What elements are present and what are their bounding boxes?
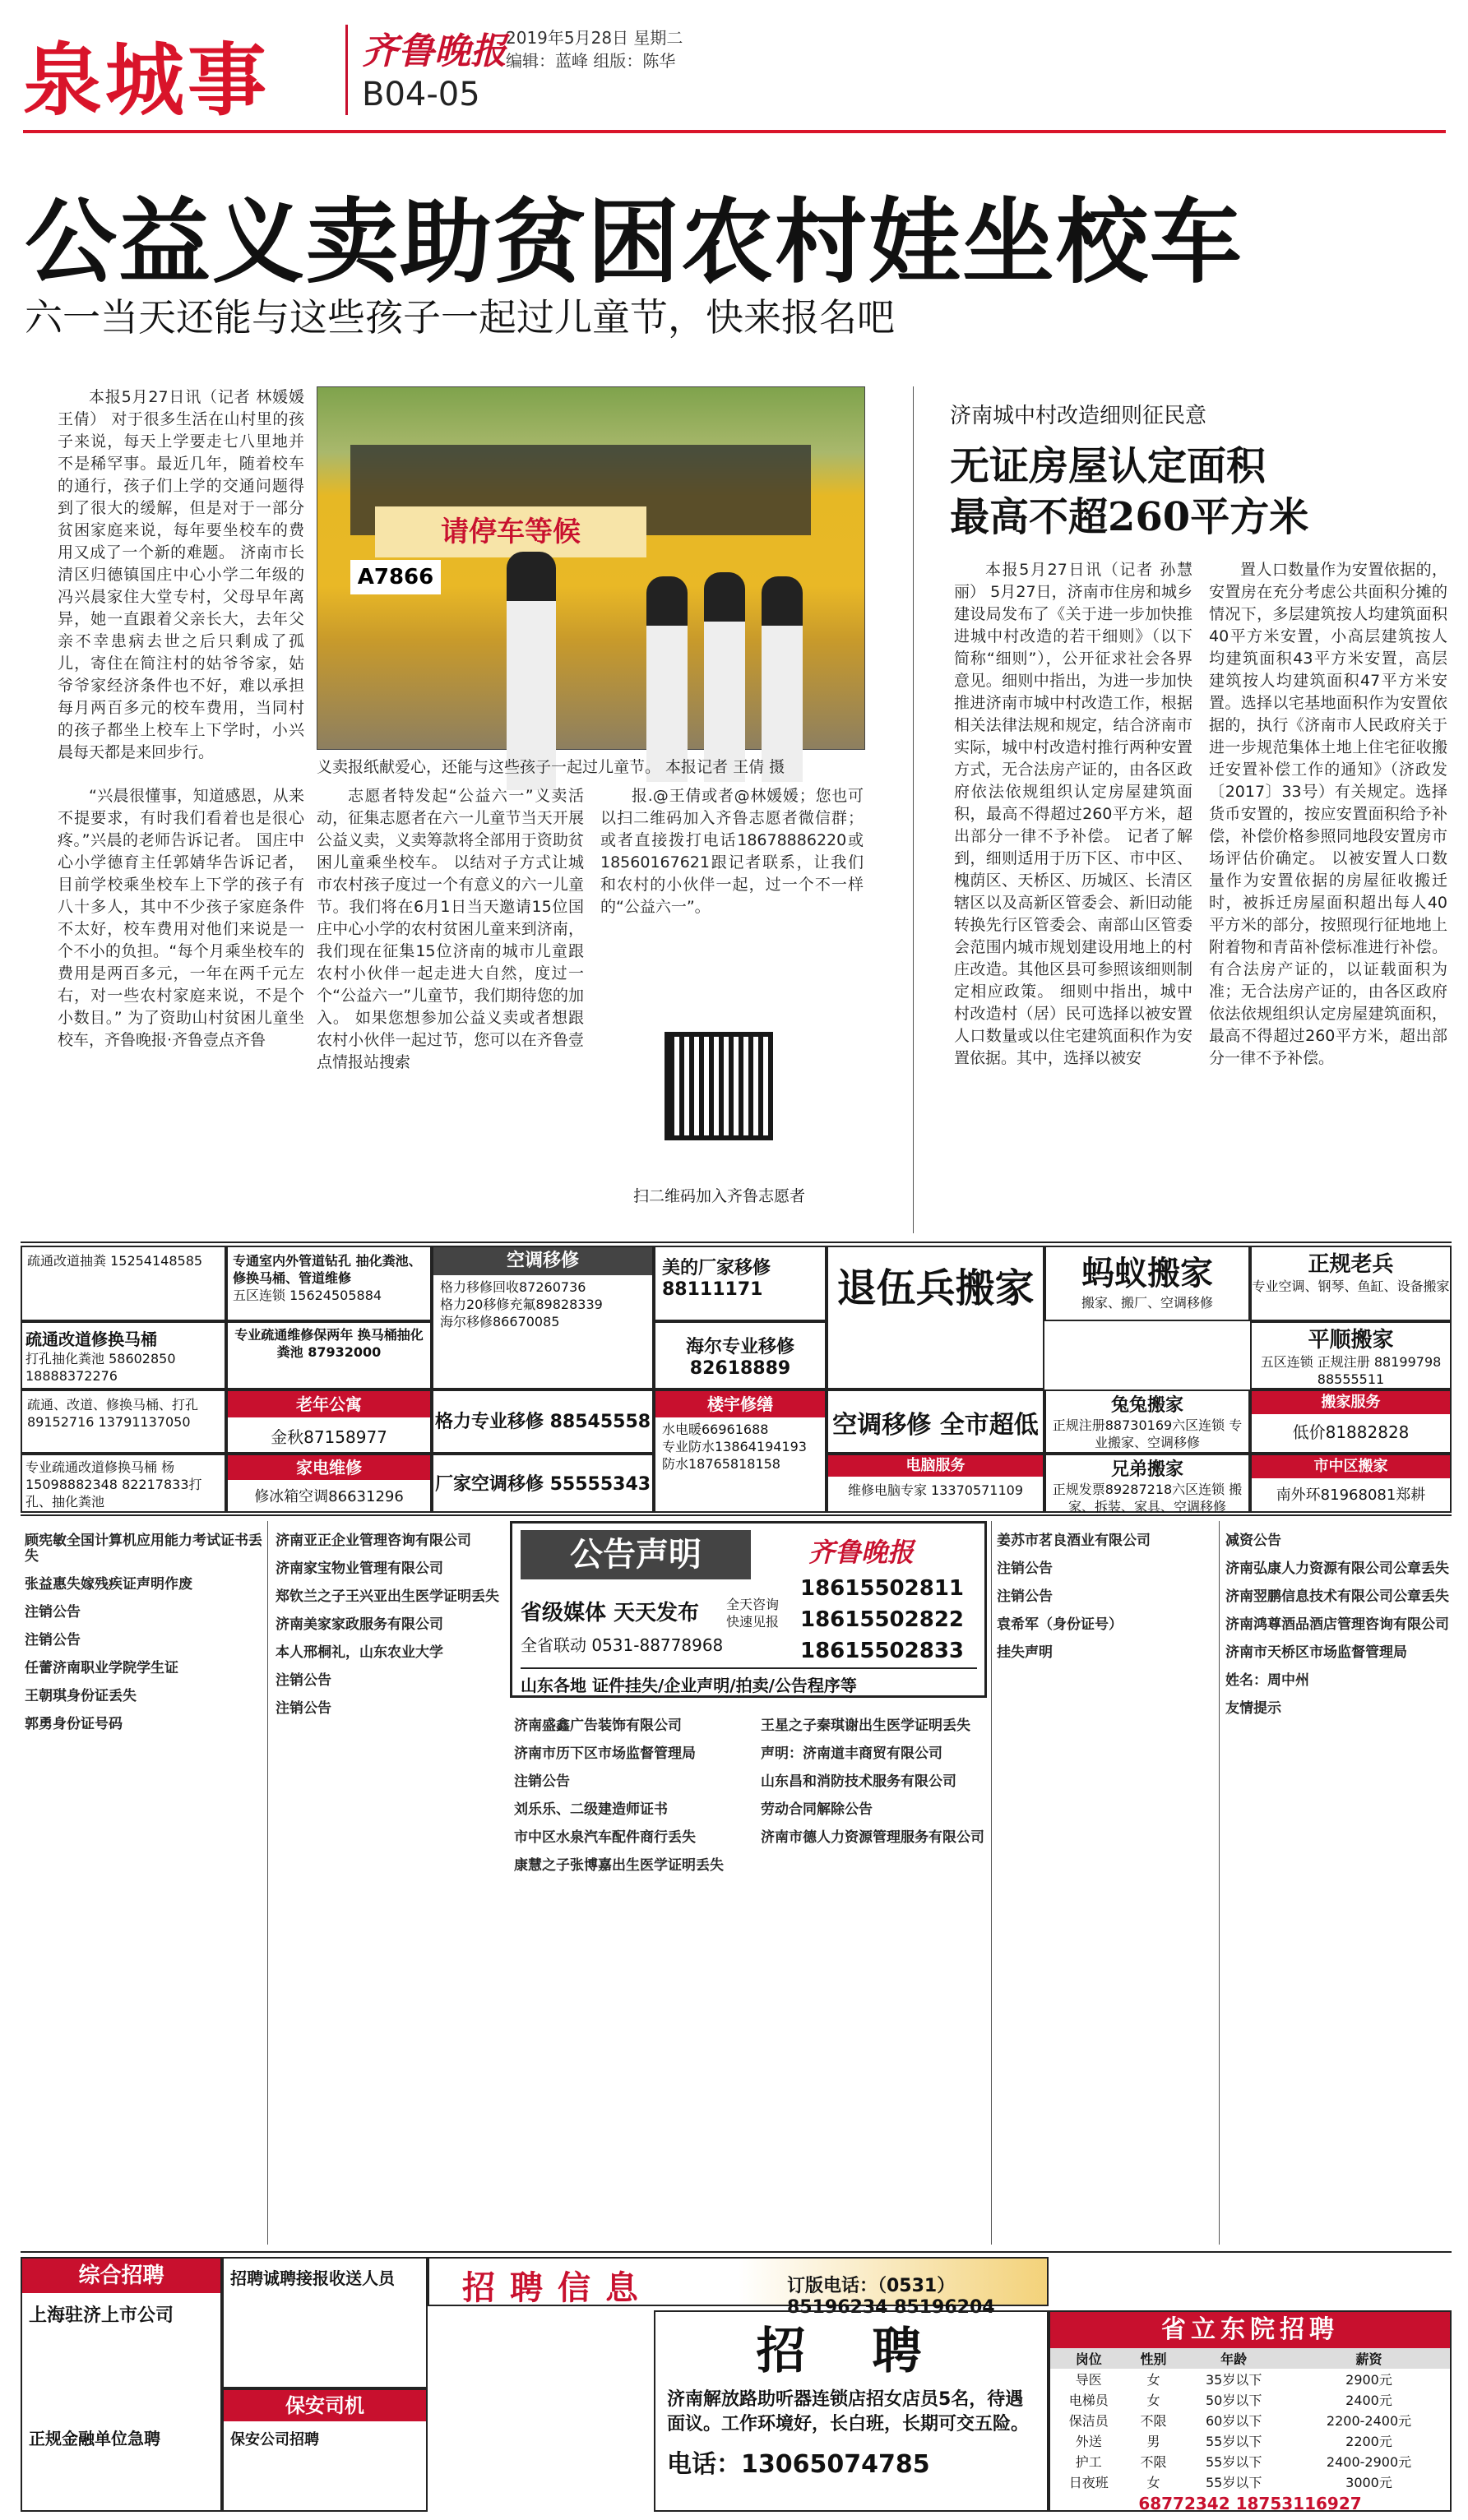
ad-drain-2: 疏通、改道、修换马桶、打孔 89152716 13791137050 <box>21 1389 226 1454</box>
ad-veteran-moving: 退伍兵搬家 <box>827 1246 1044 1389</box>
ad-shizhong-moving: 市中区搬家 南外环81968081郑耕 <box>1250 1454 1452 1513</box>
phone-2[interactable]: 18615502822 <box>800 1607 964 1632</box>
notice-column-1: 顾宪敏全国计算机应用能力考试证书丢失 张益惠失嫁残疾证声明作废 注销公告 注销公告 任蕾济南职业学院学生证 王朝琪身份证丢失 郭勇身份证号码 <box>25 1533 262 1732</box>
right-article-title-line2: 最高不超260平方米 <box>950 494 1309 540</box>
bus-sign: 请停车等候 <box>375 506 646 557</box>
column-divider <box>267 1521 268 2245</box>
headline: 公益义卖助贫困农村娃坐校车 <box>25 188 1243 296</box>
ad-drain-3: 专业疏通改道修换马桶 杨15098882348 82217833打孔、抽化粪池 <box>21 1454 226 1513</box>
recruit-general: 综合招聘 上海驻济上市公司 正规金融单位急聘 <box>21 2257 222 2512</box>
child-figure <box>704 572 745 782</box>
ad-ant-moving: 蚂蚁搬家 搬家、搬厂、空调移修 <box>1044 1246 1250 1321</box>
ad-drain: 疏通改道抽粪 15254148585 <box>21 1246 226 1321</box>
article-column-1: 本报5月27日讯（记者 林媛媛 王倩） 对于很多生活在山村里的孩子来说，每天上学要走七八里地并不是稀罕事。最近几年，随着校车的通行，孩子们上学的交通问题得到了很大的缓解，但是对于一部分贫困家庭来说，每年要坐校车的费用又成了一个新的难题。 济南市长清区归德镇国庄中心小学二年级的冯兴晨家住大堂专村，父母早年离异，她一直跟着父亲长大，去年父亲不幸患病去世之后只剩成了孤儿，寄住在简注村的姑爷爷家，姑爷爷家经济条件也不好，难以承担每月两百多元的校车费用，当同村的孩子都坐上校车上下学时，小兴晨每天都是来回步行。 <box>58 388 304 761</box>
phone-3[interactable]: 18615502833 <box>800 1639 964 1663</box>
column-divider <box>913 386 914 1233</box>
ad-ac-repair: 空调移修 格力移修回收87260736 格力20移修充氟89828339 海尔移修86670085 <box>432 1246 654 1389</box>
subheadline: 六一当天还能与这些孩子一起过儿童节，快来报名吧 <box>25 295 895 340</box>
masthead-divider <box>345 25 348 115</box>
ad-factory-ac: 厂家空调移修 55555343 <box>432 1454 654 1513</box>
column-divider <box>991 1521 992 2245</box>
ad-moving-service: 搬家服务 低价81882828 <box>1250 1389 1452 1454</box>
page-number: B04-05 <box>362 76 480 113</box>
right-article-column-1: 本报5月27日讯（记者 孙慧丽） 5月27日，济南市住房和城乡建设局发布了《关于进一步加快推进城中村改造的若干细则》（以下简称“细则”），公开征求社会各界意见。细则中指出，为进一步加快推进济南市城中村改造工作，根据相关法律法规和规定，结合济南市实际，城中村改造村推行两种安置方式，无合法房产证的，由各区政府依法依规组织认定房屋建筑面积，最高不得超过260平方米，超出部分一律不予补偿。 记者了解到，细则适用于历下区、市中区、槐荫区、天桥区、历城区、长清区辖区以及高新区管委会、新旧动能转换先行区管委会、南部山区管委会范围内城市规划建设用地上的村庄改造。其他区县可参照该细则制定相应政策。 细则中指出，城中村改造村（居）民可选择以被安置人口数量或以住宅建筑面积作为安置依据。其中，选择以被安 <box>954 561 1192 1067</box>
article-column-3: 报.@王倩或者@林媛媛；您也可以扫二维码加入齐鲁志愿者微信群；或者直接拨打电话18678886220或18560167621跟记者联系，让我们和农村的小伙伴一起，过一个不一样的“公益六一”。 <box>600 787 864 916</box>
recruit-hearing-aid: 招 聘 济南解放路助听器连锁店招女店员5名，待遇面议。工作环境好，长白班，长期可交五险。 电话：13065074785 <box>654 2310 1049 2512</box>
recruit-phone[interactable]: 电话：13065074785 <box>667 2450 930 2479</box>
article-column-2: 志愿者特发起“公益六一”义卖活动，征集志愿者在六一儿童节当天开展公益义卖，义卖筹款将全部用于资助贫困儿童乘坐校车。 以结对子方式让城市农村孩子度过一个有意义的六一儿童节。我们将在6月1日当天邀请15位国庄中心小学的农村贫困儿童来到济南，我们现在征集15位济南的城市儿童跟农村小伙伴一起走进大自然，度过一个“公益六一”儿童节，我们期待您的加入。 如果您想参加公益义卖或者想跟农村小伙伴一起过节，您可以在齐鲁壹点情报站搜索 <box>317 787 584 1071</box>
ad-repair-2yr: 专业疏通维修保两年 换马桶抽化粪池 87932000 <box>226 1321 432 1389</box>
right-article-title: 无证房屋认定面积 <box>950 443 1267 489</box>
ads-top-rule <box>21 1242 1452 1243</box>
ad-appliance: 家电维修 修冰箱空调86631296 <box>226 1454 432 1513</box>
ad-pipe: 专通室内外管道钻孔 抽化粪池、修换马桶、管道维修 五区连锁 15624505884 <box>226 1246 432 1321</box>
ad-tutu-moving: 兔兔搬家 正规注册88730169六区连锁 专业搬家、空调移修 <box>1044 1389 1250 1454</box>
child-figure <box>762 576 803 782</box>
notice-column-4: 王星之子秦琪谢出生医学证明丢失 声明：济南道丰商贸有限公司 山东昌和消防技术服务有限公司 劳动合同解除公告 济南市德人力资源管理服务有限公司 <box>761 1718 984 1846</box>
editor-credit: 编辑：蓝峰 组版：陈华 <box>506 51 676 71</box>
ad-computer: 电脑服务 维修电脑专家 13370571109 <box>827 1454 1044 1513</box>
hospital-table: 岗位 性别 年龄 薪资 导医 女 35岁以下 2900元 电梯员 女 50岁以下 2400元 保洁员 不限 60岁以下 2200-2400元 外送 男 55岁以下 2200元 护工 不限 55岁以下 2400-2900元 日夜班 女 55岁以下 3000元 <box>1050 2348 1450 2492</box>
ad-gree: 格力专业移修 88545558 <box>432 1389 654 1454</box>
recruit-info-banner: 招聘信息 订版电话：（0531）85196234 85196204 <box>428 2257 1049 2306</box>
notice-column-2: 济南亚正企业管理咨询有限公司 济南家宝物业管理有限公司 郑钦兰之子王兴亚出生医学证明丢失 济南美家家政服务有限公司 本人邢桐礼，山东农业大学 注销公告 注销公告 <box>276 1533 499 1717</box>
section-title: 泉城事 <box>23 35 270 127</box>
qr-caption: 扫二维码加入齐鲁志愿者 <box>633 1187 806 1205</box>
newspaper-logo: 齐鲁晚报 <box>362 30 507 72</box>
ad-elder-home: 老年公寓 金秋87158977 <box>226 1389 432 1454</box>
license-plate: A7866 <box>350 560 441 594</box>
masthead-rule <box>23 130 1446 133</box>
column-divider <box>1219 1521 1220 2245</box>
notice-column-5: 姜苏市茗良酒业有限公司 注销公告 注销公告 袁希军（身份证号） 挂失声明 <box>997 1533 1151 1661</box>
phone-1[interactable]: 18615502811 <box>800 1576 964 1601</box>
article-column-1b: “兴晨很懂事，知道感恩，从来不提要求，有时我们看着也是很心疼。”兴晨的老师告诉记者。 国庄中心小学德育主任郭婧华告诉记者，目前学校乘坐校车上下学的孩子有八十多人，其中不少孩子家庭条件不太好，校车费用对他们来说是一个不小的负担。“每个月乘坐校车的费用是两百多元，一年在两千元左右，对一些农村家庭来说，不是个小数目。” 为了资助山村贫困儿童坐校车，齐鲁晚报·齐鲁壹点齐鲁 <box>58 787 304 1049</box>
issue-date: 2019年5月28日 星期二 <box>506 28 683 48</box>
recruit-hospital: 省立东院招聘 岗位 性别 年龄 薪资 导医 女 35岁以下 2900元 电梯员 女 50岁以下 2400元 保洁员 不限 60岁以下 2200-2400元 外送 男 55岁以下 2200元 护工 不限 55岁以下 2400-2900元 日夜班 女 55岁以下 3000元 68772342 18753116927 <box>1049 2310 1452 2512</box>
ad-pingshun: 平顺搬家 五区连锁 正规注册 88199798 88555511 <box>1250 1321 1452 1389</box>
ad-toilet: 疏通改道修换马桶 打孔抽化粪池 58602850 18888372276 <box>21 1321 226 1389</box>
recruit-newspaper: 招聘诚聘接报收送人员 <box>222 2257 428 2388</box>
right-article-column-2: 置人口数量作为安置依据的，安置房在充分考虑公共面积分摊的情况下，多层建筑按人均建筑面积40平方米安置，小高层建筑按人均建筑面积43平方米安置，高层建筑按人均建筑面积47平方米安置。选择以宅基地面积作为安置依据的，执行《济南市人民政府关于进一步规范集体土地上住宅征收搬迁安置补偿工作的通知》（济政发〔2017〕33号）有关规定。选择货币安置的，按应安置面积给予补偿，补偿价格参照同地段安置房市场评估价确定。 以被安置人口数量作为安置依据的房屋征收搬迁时，被拆迁房屋面积超出每人40平方米的部分，按照现行征地地上附着物和青苗补偿标准进行补偿。有合法房产证的，以证载面积为准；无合法房产证的，由各区政府依法依规组织认定房屋建筑面积，最高不得超过260平方米，超出部分一律不予补偿。 <box>1209 561 1447 1067</box>
news-photo <box>317 386 865 750</box>
notice-column-6: 减资公告 济南弘康人力资源有限公司公章丢失 济南翌鹏信息技术有限公司公章丢失 济南鸿尊酒品酒店管理咨询有限公司 济南市天桥区市场监督管理局 姓名：周中州 友情提示 <box>1225 1533 1449 1717</box>
ad-midea: 美的厂家移修 88111171 <box>654 1246 827 1321</box>
hospital-phone[interactable]: 68772342 18753116927 <box>1138 2494 1362 2513</box>
ad-veteran-regular: 正规老兵 专业空调、钢琴、鱼缸、设备搬家 <box>1250 1246 1452 1321</box>
ad-ac-lowprice: 空调移修 全市超低 <box>827 1389 1044 1454</box>
recruit-top-rule <box>21 2251 1452 2253</box>
ad-haier: 海尔专业移修 82618889 <box>654 1321 827 1389</box>
notices-top-rule <box>21 1514 1452 1516</box>
qr-code[interactable] <box>665 1032 773 1140</box>
announcement-banner: 公告声明 齐鲁晚报 省级媒体 天天发布 全天咨询 快速见报 全省联动 0531-88778968 18615502811 18615502822 18615502833 山东各地 证件挂失/企业声明/拍卖/公告程序等 <box>510 1521 987 1698</box>
ad-brother-moving: 兄弟搬家 正规发票89287218六区连锁 搬家、拆装、家具、空调移修 <box>1044 1454 1250 1513</box>
ad-building: 楼宇修缮 水电暖66961688 专业防水13864194193 防水18765818158 <box>654 1389 827 1513</box>
right-article-kicker: 济南城中村改造细则征民意 <box>950 404 1207 428</box>
photo-caption: 义卖报纸献爱心，还能与这些孩子一起过儿童节。 本报记者 王倩 摄 <box>317 758 785 776</box>
child-figure <box>646 576 688 782</box>
notice-column-3: 济南盛鑫广告装饰有限公司 济南市历下区市场监督管理局 注销公告 刘乐乐、二级建造师证书 市中区水泉汽车配件商行丢失 康慧之子张博嘉出生医学证明丢失 <box>514 1718 724 1874</box>
recruit-guard-driver: 保安司机 保安公司招聘 <box>222 2388 428 2512</box>
